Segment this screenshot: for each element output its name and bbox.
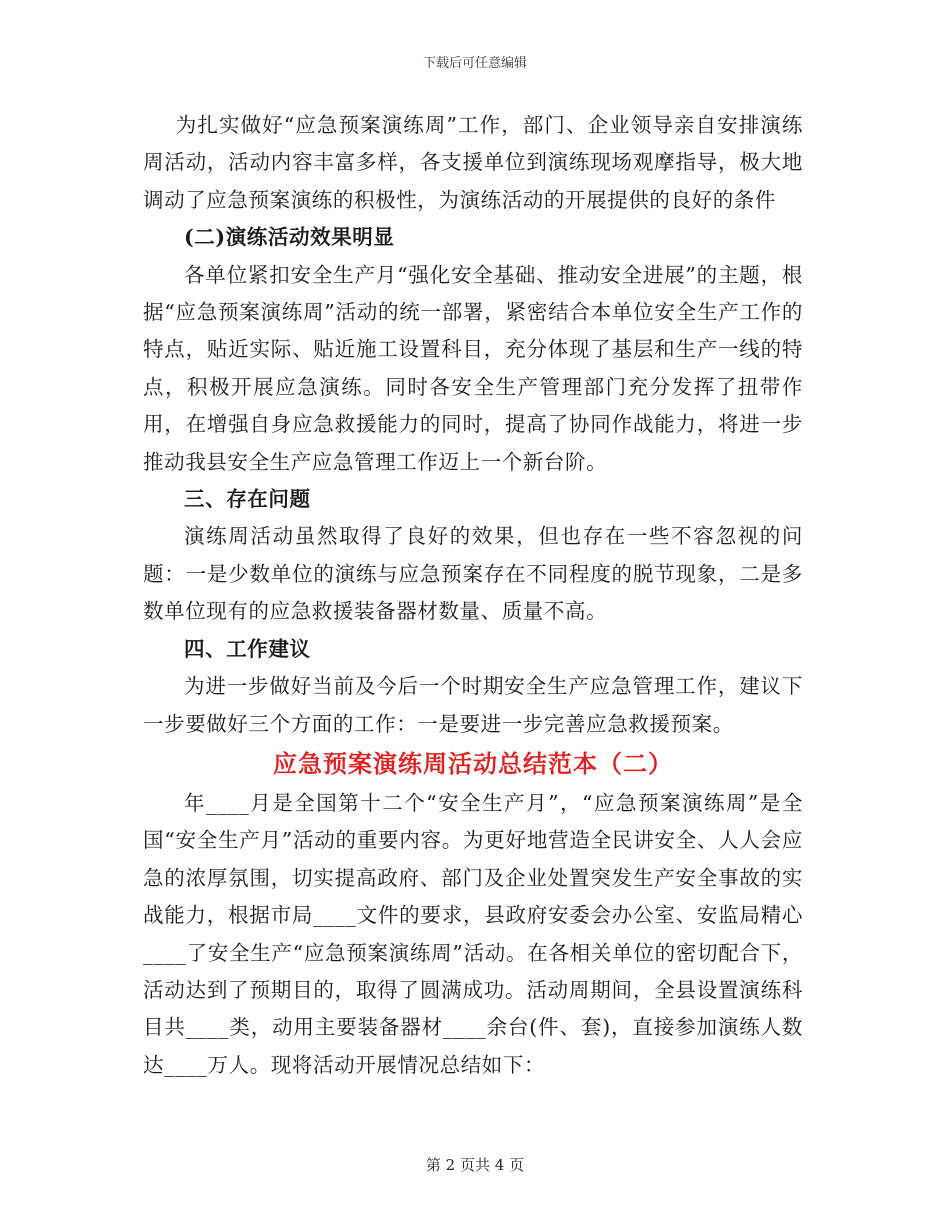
paragraph-problems: 演练周活动虽然取得了良好的效果，但也存在一些不容忽视的问题：一是少数单位的演练与应急预案存在不同程度的脱节现象，二是多数单位现有的应急救援装备器材数量、质量不高。	[143, 524, 803, 624]
paragraph-effects: 各单位紧扣安全生产月“强化安全基础、推动安全进展”的主题，根据“应急预案演练周”活动的统一部署，紧密结合本单位安全生产工作的特点，贴近实际、贴近施工设置科目，充分体现了基层和生产一线的特点，积极开展应急演练。同时各安全生产管理部门充分发挥了扭带作用，在增强自身应急救援能力的同时，提高了协同作战能力，将进一步推动我县安全生产应急管理工作迈上一个新台阶。	[143, 262, 803, 474]
paragraph-suggestions: 为进一步做好当前及今后一个时期安全生产应急管理工作，建议下一步要做好三个方面的工作：一是要进一步完善应急救援预案。	[143, 674, 803, 736]
document-body	[143, 107, 803, 1084]
heading-suggestions: 四、工作建议	[184, 636, 311, 661]
page-footer: 第 2 页共 4 页	[425, 1156, 525, 1174]
paragraph-intro-part-two: 年____月是全国第十二个“安全生产月”，“应急预案演练周”是全国“安全生产月”活动的重要内容。为更好地营造全民讲安全、人人会应急的浓厚氛围，切实提高政府、部门及企业处置突发生产安全事故的实战能力，根据市局____文件的要求，县政府安委会办公室、安监局精心____了安全生产“应急预案演练周”活动。在各相关单位的密切配合下，活动达到了预期目的，取得了圆满成功。活动周期间，全县设置演练科目共____类，动用主要装备器材____余台(件、套)，直接参加演练人数达____万人。现将活动开展情况总结如下：	[143, 790, 803, 1077]
section-title: 应急预案演练周活动总结范本（二）	[273, 748, 673, 778]
paragraph-exercise-week-support: 为扎实做好“应急预案演练周”工作，部门、企业领导亲自安排演练周活动，活动内容丰富多样，各支援单位到演练现场观摩指导，极大地调动了应急预案演练的积极性，为演练活动的开展提供的良好的条件	[143, 113, 803, 212]
heading-problems: 三、存在问题	[184, 487, 311, 512]
page-header: 下载后可任意编辑	[422, 56, 527, 71]
heading-effects: (二)演练活动效果明显	[184, 225, 395, 250]
